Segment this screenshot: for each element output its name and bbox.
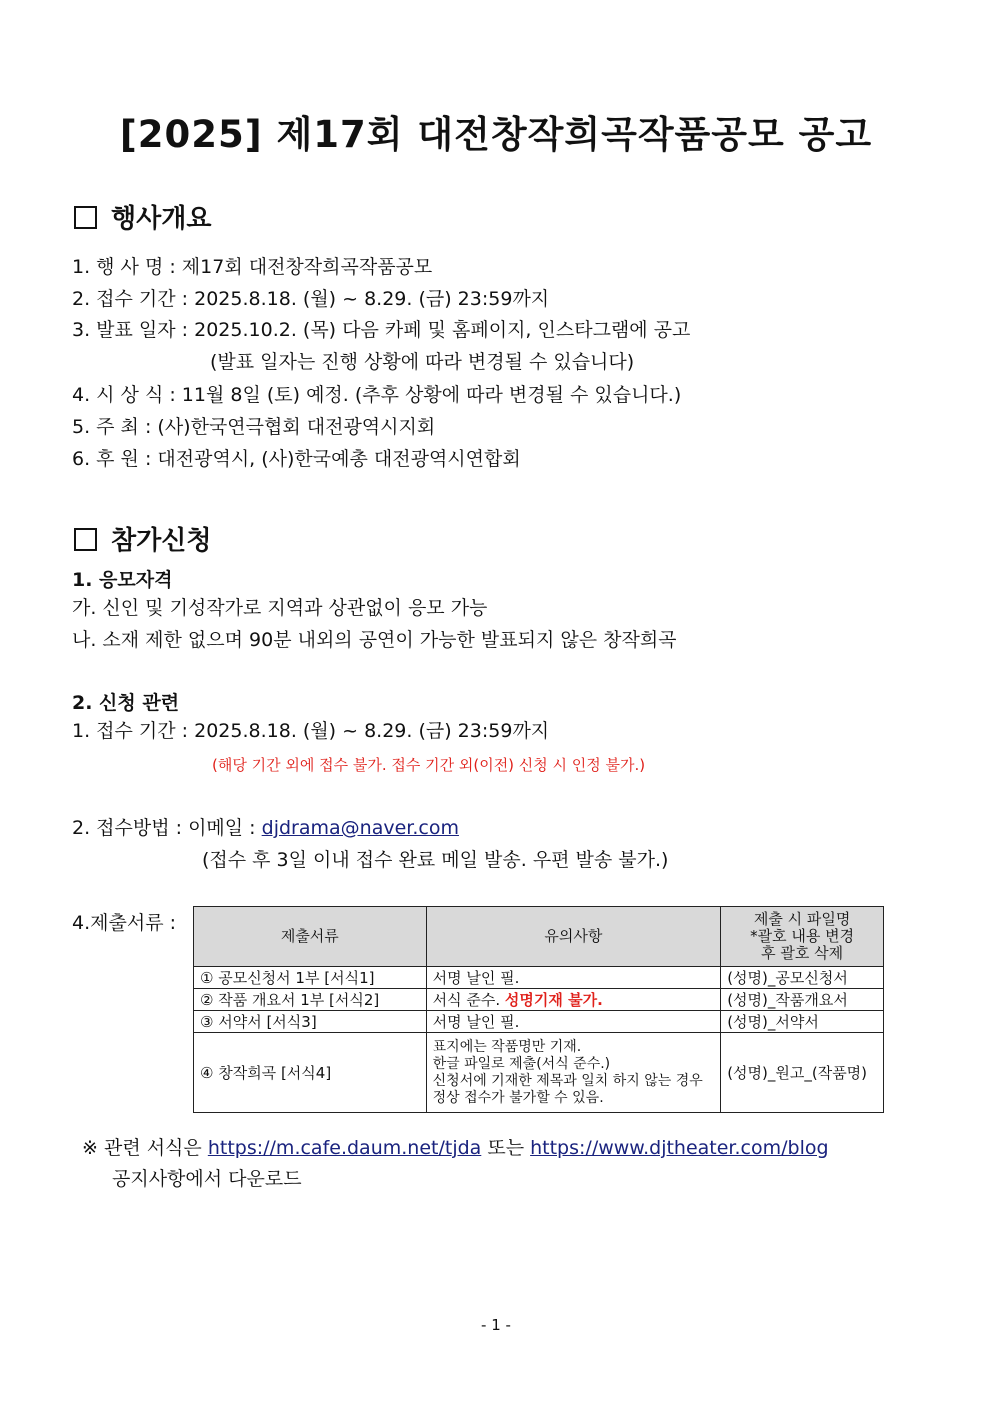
note-cell: 표지에는 작품명만 기재. 한글 파일로 제출(서식 준수.) 신청서에 기재한 제목과 일치 하지 않는 경우 정상 접수가 불가할 수 있음. [426,1033,721,1113]
overview-item [72,383,681,407]
file-cell: (성명)_서약서 [721,1011,884,1033]
footer-prefix: ※ 관련 서식은 [82,1137,202,1159]
item-label: 3. 발표 일자 : [72,319,189,341]
doc-cell: ① 공모신청서 1부 [서식1] [194,967,427,989]
table-row [194,989,884,1011]
item-value: 2025.10.2. (목) 다음 카페 및 홈페이지, 인스타그램에 공고 [194,319,691,341]
period-line [72,719,549,743]
overview-item [72,318,690,342]
table-row [194,1011,884,1033]
email-link[interactable]: djdrama@naver.com [261,817,459,839]
page-title: [2025] 제17회 대전창작희곡작품공모 공고 [119,113,873,156]
note-text: 서명 날인 필. [432,969,520,987]
doc-cell: ② 작품 개요서 1부 [서식2] [194,989,427,1011]
table-header-row [194,907,884,967]
eligibility-title: 1. 응모자격 [72,569,173,591]
table-row [194,1033,884,1113]
section-heading-text: 행사개요 [111,204,212,234]
eligibility-item: 가. 신인 및 기성작가로 지역과 상관없이 응모 가능 [72,597,488,619]
note-text: 서식 준수. [432,991,501,1009]
period-label: 1. 접수 기간 : [72,720,189,742]
overview-item [72,287,549,311]
file-cell: (성명)_공모신청서 [721,967,884,989]
item-value: 2025.8.18. (월) ~ 8.29. (금) 23:59까지 [194,288,550,310]
item-value: 대전광역시, (사)한국예총 대전광역시연합회 [157,448,521,470]
cafe-link[interactable]: https://m.cafe.daum.net/tjda [207,1137,482,1159]
overview-item [72,415,435,439]
section-heading-overview [74,198,211,235]
overview-item [72,447,521,471]
item-value: (발표 일자는 진행 상황에 따라 변경될 수 있습니다) [210,351,635,373]
section-heading-apply [74,520,211,557]
note-cell [426,1011,721,1033]
documents-label: 4.제출서류 : [72,912,176,934]
item-label: 2. 접수 기간 : [72,288,189,310]
doc-cell: ④ 창작희곡 [서식4] [194,1033,427,1113]
footer-note-line2: 공지사항에서 다운로드 [112,1168,302,1190]
footer-middle: 또는 [487,1137,525,1159]
header-doc: 제출서류 [194,907,427,967]
overview-item [72,255,432,279]
method-label: 2. 접수방법 : [72,817,183,839]
method-note: (접수 후 3일 이내 접수 완료 메일 발송. 우편 발송 불가.) [202,849,669,871]
period-value: 2025.8.18. (월) ~ 8.29. (금) 23:59까지 [194,720,550,742]
note-text: 서명 날인 필. [432,1013,520,1031]
file-cell: (성명)_원고_(작품명) [721,1033,884,1113]
item-label: 6. 후 원 : [72,448,152,470]
note-warning: 성명기재 불가. [504,991,603,1009]
overview-item [210,350,634,374]
blog-link[interactable]: https://www.djtheater.com/blog [530,1137,829,1159]
method-line [72,816,459,840]
header-file: 제출 시 파일명 *괄호 내용 변경 후 괄호 삭제 [721,907,884,967]
checkbox-square-icon [74,528,97,551]
section-heading-text: 참가신청 [111,526,212,556]
table-row [194,967,884,989]
note-cell [426,967,721,989]
eligibility-item: 나. 소재 제한 없으며 90분 내외의 공연이 가능한 발표되지 않은 창작희곡 [72,629,677,651]
item-value: 11월 8일 (토) 예정. (추후 상황에 따라 변경될 수 있습니다.) [181,384,682,406]
item-value: 제17회 대전창작희곡작품공모 [181,256,433,278]
method-prefix: 이메일 : [188,817,256,839]
item-value: (사)한국연극협회 대전광역시지회 [157,416,436,438]
checkbox-square-icon [74,206,97,229]
doc-cell: ③ 서약서 [서식3] [194,1011,427,1033]
item-label: 4. 시 상 식 : [72,384,176,406]
file-cell: (성명)_작품개요서 [721,989,884,1011]
related-title: 2. 신청 관련 [72,692,180,714]
documents-table [193,906,884,1113]
footer-note-line1 [82,1136,829,1160]
period-note: (해당 기간 외에 접수 불가. 접수 기간 외(이전) 신청 시 인정 불가.) [212,756,646,774]
note-cell [426,989,721,1011]
header-note: 유의사항 [426,907,721,967]
item-label: 5. 주 최 : [72,416,152,438]
page-number: - 1 - [481,1316,511,1334]
item-label: 1. 행 사 명 : [72,256,176,278]
